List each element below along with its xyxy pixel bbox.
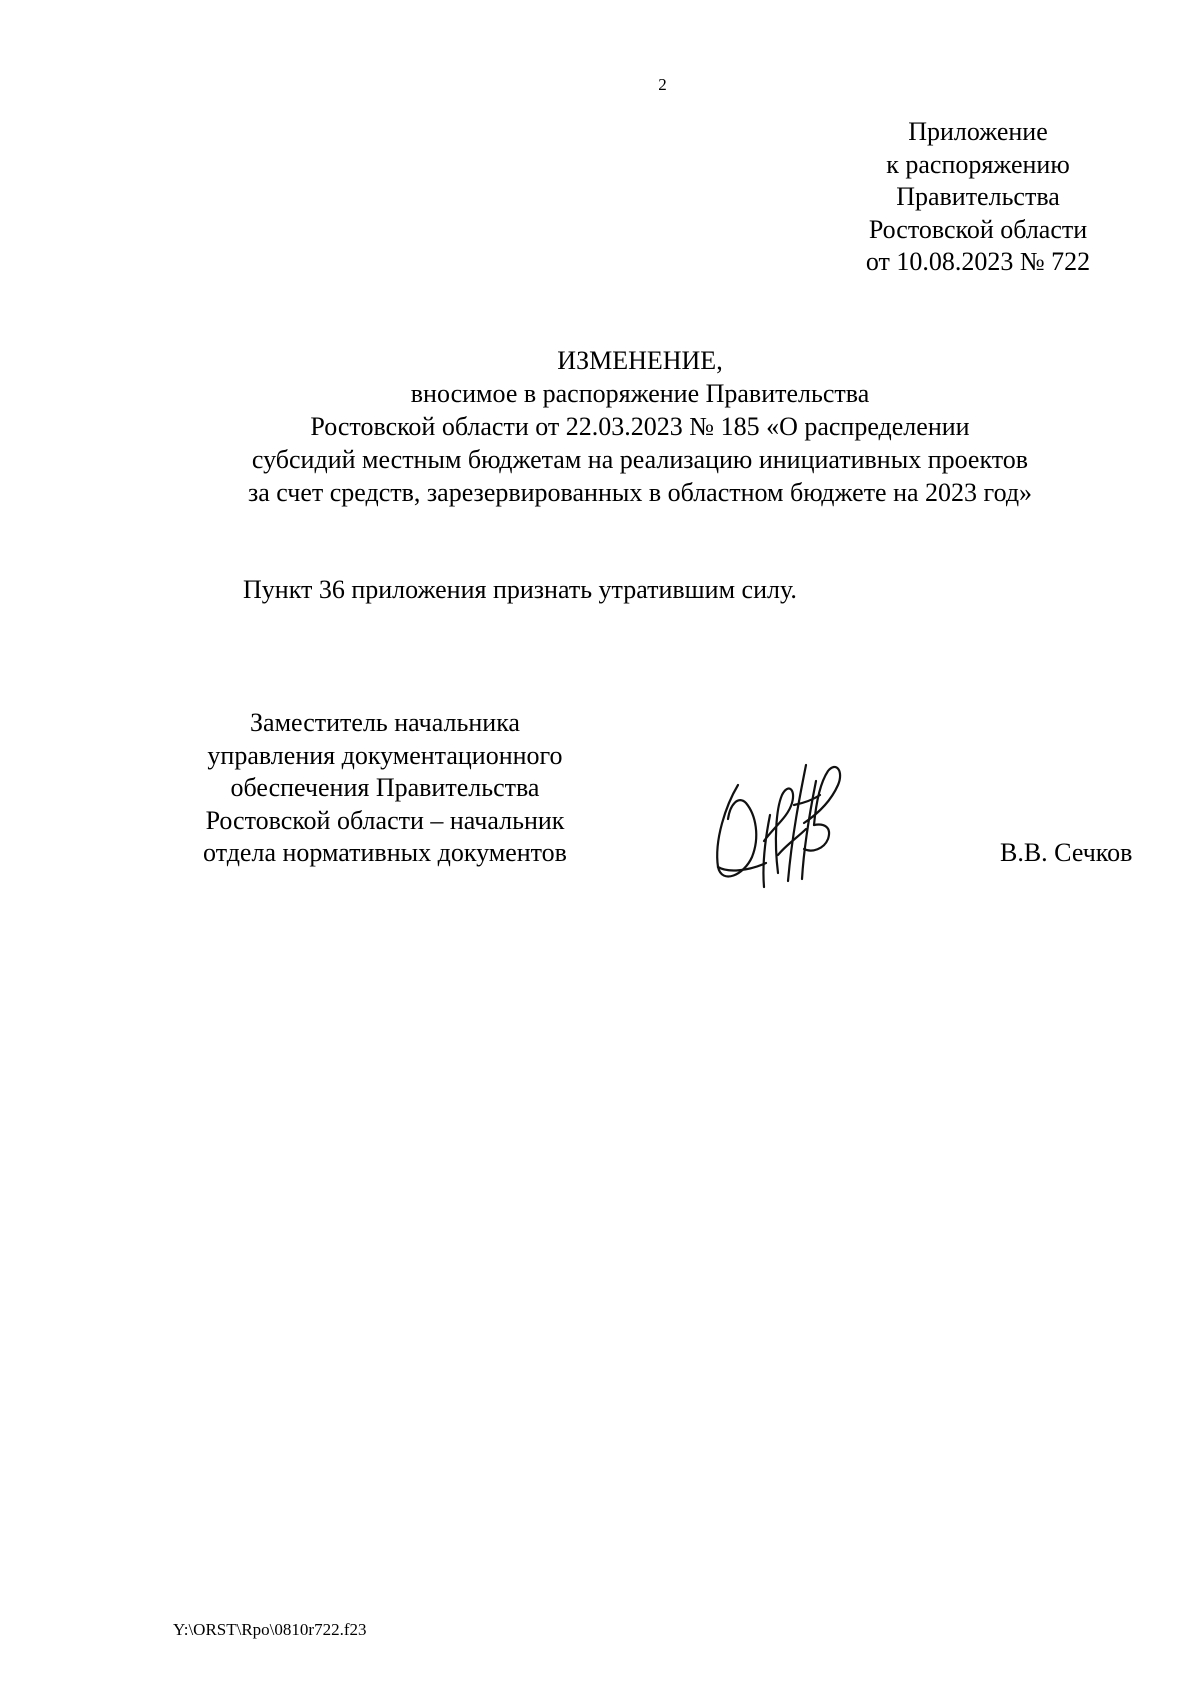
page-number: 2 <box>658 75 667 94</box>
signer-position-line: обеспечения Правительства <box>230 773 540 802</box>
handwritten-signature <box>708 745 868 895</box>
appendix-date-number: от 10.08.2023 № 722 <box>865 247 1091 276</box>
title-line: за счет средств, зарезервированных в областном бюджете на 2023 год» <box>247 478 1033 507</box>
file-path: Y:\ORST\Rpo\0810r722.f23 <box>173 1620 367 1639</box>
title-line: Ростовской области от 22.03.2023 № 185 «О распределении <box>310 412 970 441</box>
appendix-line: Ростовской области <box>868 214 1088 244</box>
title-heading: ИЗМЕНЕНИЕ, <box>557 346 723 375</box>
signer-position-line: Заместитель начальника <box>250 708 520 737</box>
appendix-line: Приложение <box>908 117 1048 146</box>
signer-position <box>170 707 600 870</box>
document-title <box>150 344 1130 509</box>
signer-position-line: отдела нормативных документов <box>203 838 567 867</box>
appendix-line: к распоряжению <box>886 149 1070 179</box>
signer-name: В.В. Сечков <box>1000 838 1133 867</box>
title-line: вносимое в распоряжение Правительства <box>410 379 870 408</box>
signer-position-line: Ростовской области – начальник <box>205 805 565 835</box>
signer-position-line: управления документационного <box>207 740 563 770</box>
appendix-line: Правительства <box>896 182 1060 211</box>
title-line: субсидий местным бюджетам на реализацию инициативных проектов <box>251 445 1029 474</box>
body-paragraph: Пункт 36 приложения признать утратившим силу. <box>243 575 797 604</box>
appendix-block <box>843 116 1113 279</box>
